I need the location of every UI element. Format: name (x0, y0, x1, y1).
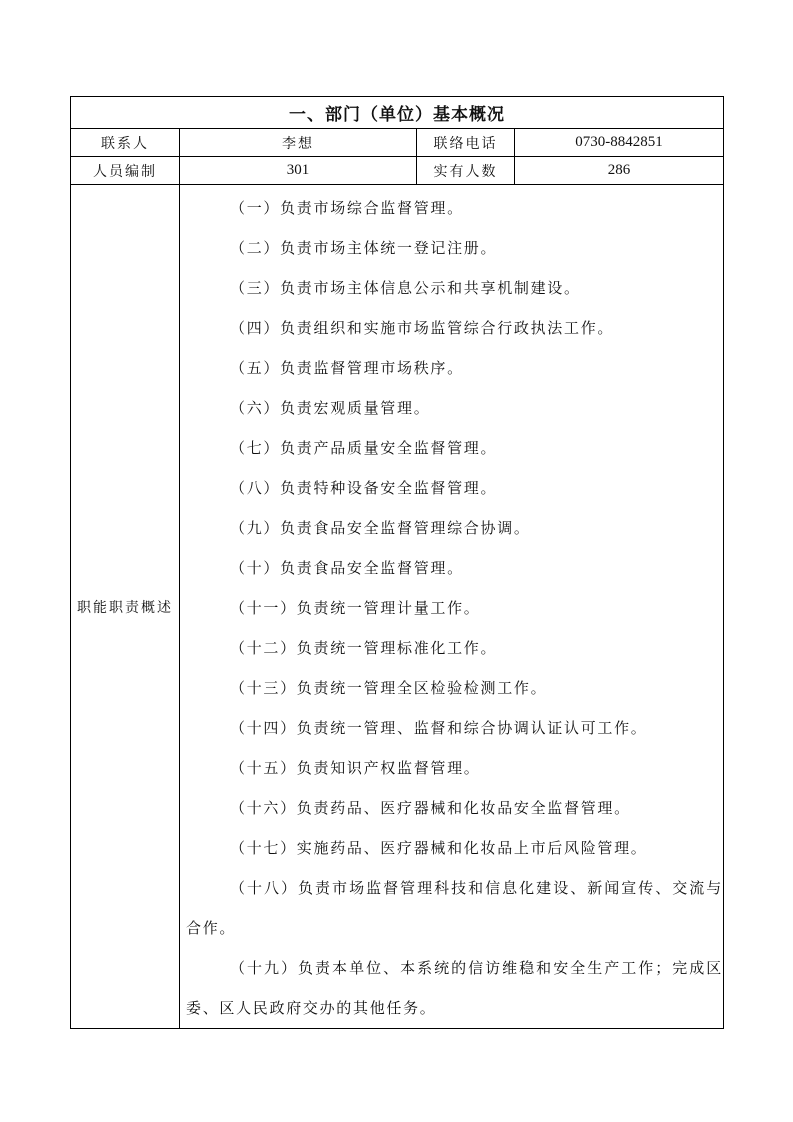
duty-item: （十）负责食品安全监督管理。 (230, 559, 464, 577)
actual-staff-value: 286 (515, 157, 724, 185)
section-title: 一、部门（单位）基本概况 (71, 97, 724, 129)
duty-item: （九）负责食品安全监督管理综合协调。 (230, 519, 531, 537)
duty-item: （十一）负责统一管理计量工作。 (230, 599, 481, 617)
duty-item: （八）负责特种设备安全监督管理。 (230, 479, 498, 497)
duty-item: （十五）负责知识产权监督管理。 (230, 759, 481, 777)
staffing-row (71, 157, 724, 185)
phone-label: 联络电话 (417, 129, 515, 157)
duty-item: （十九）负责本单位、本系统的信访维稳和安全生产工作；完成区委、区人民政府交办的其他任务。 (186, 959, 723, 1017)
contact-value: 李想 (180, 129, 417, 157)
duty-item: （十四）负责统一管理、监督和综合协调认证认可工作。 (230, 719, 648, 737)
duty-item: （六）负责宏观质量管理。 (230, 399, 431, 417)
duty-item: （二）负责市场主体统一登记注册。 (230, 239, 498, 257)
duty-item: （十三）负责统一管理全区检验检测工作。 (230, 679, 548, 697)
duty-item: （四）负责组织和实施市场监管综合行政执法工作。 (230, 319, 615, 337)
duties-label: 职能职责概述 (71, 185, 180, 1029)
contact-label: 联系人 (71, 129, 180, 157)
title-row (71, 97, 724, 129)
contact-row (71, 129, 724, 157)
duties-content (180, 185, 724, 1029)
staffing-label: 人员编制 (71, 157, 180, 185)
basic-info-table (70, 96, 724, 1029)
phone-value: 0730-8842851 (515, 129, 724, 157)
duties-list (180, 188, 723, 1028)
duty-item: （三）负责市场主体信息公示和共享机制建设。 (230, 279, 581, 297)
duty-item: （七）负责产品质量安全监督管理。 (230, 439, 498, 457)
duty-item: （十二）负责统一管理标准化工作。 (230, 639, 498, 657)
staffing-value: 301 (180, 157, 417, 185)
duty-item: （十八）负责市场监督管理科技和信息化建设、新闻宣传、交流与合作。 (186, 879, 723, 937)
duty-item: （十六）负责药品、医疗器械和化妆品安全监督管理。 (230, 799, 631, 817)
duties-row (71, 185, 724, 1029)
actual-staff-label: 实有人数 (417, 157, 515, 185)
duty-item: （一）负责市场综合监督管理。 (230, 199, 464, 217)
duty-item: （十七）实施药品、医疗器械和化妆品上市后风险管理。 (230, 839, 648, 857)
duty-item: （五）负责监督管理市场秩序。 (230, 359, 464, 377)
